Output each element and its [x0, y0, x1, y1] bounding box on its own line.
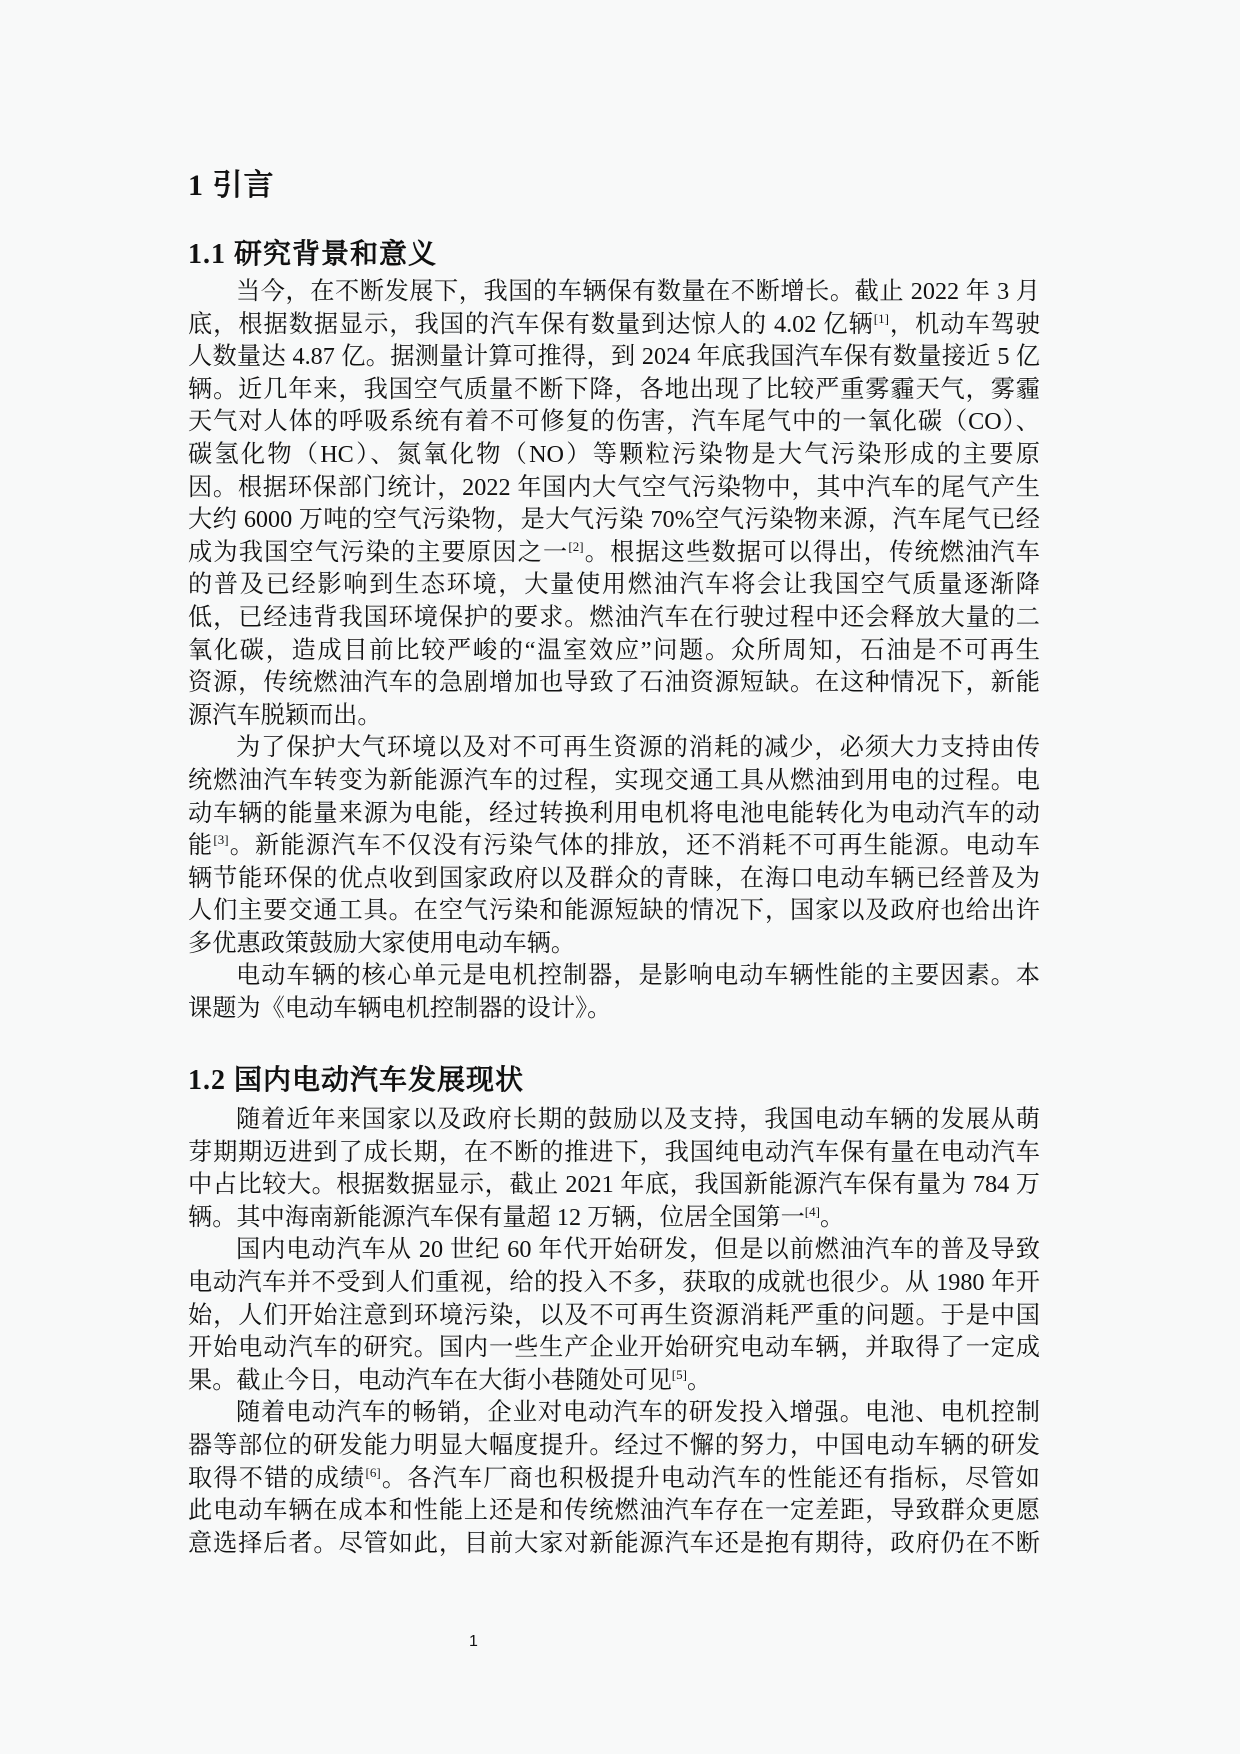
- text-line: [188, 1463, 1040, 1496]
- paragraph: [188, 276, 1040, 732]
- text-line: 辆。近几年来，我国空气质量不断下降，各地出现了比较严重雾霾天气，雾霾: [188, 375, 1040, 403]
- text-line: [188, 830, 1040, 863]
- text-line: 随着电动汽车的畅销，企业对电动汽车的研发投入增强。电池、电机控制: [236, 1399, 1040, 1427]
- text-span: 果。截止今日，电动汽车在大街小巷随处可见: [188, 1366, 672, 1394]
- text-line: [188, 537, 1040, 570]
- text-span: 。新能源汽车不仅没有污染气体的排放，还不消耗不可再生能源。电动车: [228, 832, 1040, 860]
- citation-ref: [3]: [213, 832, 229, 848]
- text-span: 底，根据数据显示，我国的汽车保有数量到达惊人的 4.02 亿辆: [188, 310, 874, 338]
- text-span: 成为我国空气污染的主要原因之一: [188, 538, 569, 566]
- text-span: ，机动车驾驶: [888, 310, 1040, 338]
- citation-ref: [6]: [365, 1464, 381, 1480]
- text-line: 大约 6000 万吨的空气污染物，是大气污染 70%空气污染物来源，汽车尾气已经: [188, 506, 1040, 534]
- text-span: 能: [188, 832, 214, 860]
- paragraph: [188, 1397, 1040, 1560]
- text-line: [188, 309, 1040, 342]
- text-line: 氧化碳，造成目前比较严峻的“温室效应”问题。众所周知，石油是不可再生: [188, 636, 1040, 664]
- text-line: 开始电动汽车的研究。国内一些生产企业开始研究电动车辆，并取得了一定成: [188, 1334, 1040, 1362]
- text-span: 。根据这些数据可以得出，传统燃油汽车: [583, 538, 1040, 566]
- text-span: 辆。其中海南新能源汽车保有量超 12 万辆，位居全国第一: [188, 1203, 805, 1231]
- text-line: 器等部位的研发能力明显大幅度提升。经过不懈的努力，中国电动车辆的研发: [188, 1431, 1040, 1459]
- text-span: 。各汽车厂商也积极提升电动汽车的性能还有指标，尽管如: [380, 1464, 1040, 1492]
- text-line: 当今，在不断发展下，我国的车辆保有数量在不断增长。截止 2022 年 3 月: [236, 278, 1040, 305]
- section-1-1-body: [188, 276, 1040, 1026]
- text-line: 统燃油汽车转变为新能源汽车的过程，实现交通工具从燃油到用电的过程。电: [188, 766, 1040, 794]
- text-line: 此电动车辆在成本和性能上还是和传统燃油汽车存在一定差距，导致群众更愿: [188, 1497, 1040, 1525]
- paragraph: [188, 1104, 1040, 1234]
- paragraph: [188, 1234, 1040, 1397]
- citation-ref: [1]: [873, 310, 889, 326]
- text-line: 天气对人体的呼吸系统有着不可修复的伤害，汽车尾气中的一氧化碳（CO）、: [188, 408, 1040, 436]
- text-line: 辆节能环保的优点收到国家政府以及群众的青睐，在海口电动车辆已经普及为: [188, 864, 1040, 892]
- text-line: 资源，传统燃油汽车的急剧增加也导致了石油资源短缺。在这种情况下，新能: [188, 669, 1040, 697]
- text-line: 人数量达 4.87 亿。据测量计算可推得，到 2024 年底我国汽车保有数量接近 5 亿: [188, 343, 1040, 371]
- text-line: 动车辆的能量来源为电能，经过转换利用电机将电池电能转化为电动汽车的动: [188, 799, 1040, 827]
- text-line: 国内电动汽车从 20 世纪 60 年代开始研发，但是以前燃油汽车的普及导致: [236, 1236, 1040, 1264]
- paragraph: [188, 732, 1040, 960]
- text-line: 为了保护大气环境以及对不可再生资源的消耗的减少，必须大力支持由传: [236, 734, 1040, 762]
- text-line: 课题为《电动车辆电机控制器的设计》。: [188, 995, 612, 1023]
- text-line: [188, 1202, 1040, 1235]
- citation-ref: [2]: [568, 538, 584, 554]
- text-line: 源汽车脱颖而出。: [188, 701, 382, 729]
- text-line: 电动汽车并不受到人们重视，给的投入不多，获取的成就也很少。从 1980 年开: [188, 1268, 1040, 1296]
- text-span: 。: [819, 1203, 845, 1231]
- text-line: 芽期期迈进到了成长期，在不断的推进下，我国纯电动汽车保有量在电动汽车: [188, 1138, 1040, 1166]
- text-line: [188, 1365, 1040, 1398]
- text-line: 电动车辆的核心单元是电机控制器，是影响电动车辆性能的主要因素。本: [236, 962, 1040, 990]
- text-line: 低，已经违背我国环境保护的要求。燃油汽车在行驶过程中还会释放大量的二: [188, 603, 1040, 631]
- section-heading-1-2: 1.2 国内电动汽车发展现状: [188, 1065, 525, 1096]
- text-line: 多优惠政策鼓励大家使用电动车辆。: [188, 929, 576, 957]
- paragraph: [188, 960, 1040, 1025]
- text-span: 。: [686, 1366, 712, 1394]
- section-heading-1-1: 1.1 研究背景和意义: [188, 239, 438, 270]
- text-line: 意选择后者。尽管如此，目前大家对新能源汽车还是抱有期待，政府仍在不断: [188, 1529, 1040, 1557]
- citation-ref: [5]: [671, 1366, 687, 1382]
- citation-ref: [4]: [804, 1203, 820, 1219]
- text-line: 始，人们开始注意到环境污染，以及不可再生资源消耗严重的问题。于是中国: [188, 1301, 1040, 1329]
- text-line: 碳氢化物（HC）、氮氧化物（NO）等颗粒污染物是大气污染形成的主要原: [188, 440, 1040, 468]
- text-line: 的普及已经影响到生态环境，大量使用燃油汽车将会让我国空气质量逐渐降: [188, 571, 1040, 599]
- text-line: 因。根据环保部门统计，2022 年国内大气空气污染物中，其中汽车的尾气产生: [188, 473, 1040, 501]
- text-span: 取得不错的成绩: [188, 1464, 366, 1492]
- text-line: 人们主要交通工具。在空气污染和能源短缺的情况下，国家以及政府也给出许: [188, 897, 1040, 925]
- text-line: 中占比较大。根据数据显示，截止 2021 年底，我国新能源汽车保有量为 784 万: [188, 1171, 1040, 1199]
- text-line: 随着近年来国家以及政府长期的鼓励以及支持，我国电动车辆的发展从萌: [236, 1106, 1040, 1133]
- chapter-heading: 1 引言: [188, 169, 275, 202]
- page-number: 1: [469, 1633, 478, 1650]
- section-1-2-body: [188, 1104, 1040, 1560]
